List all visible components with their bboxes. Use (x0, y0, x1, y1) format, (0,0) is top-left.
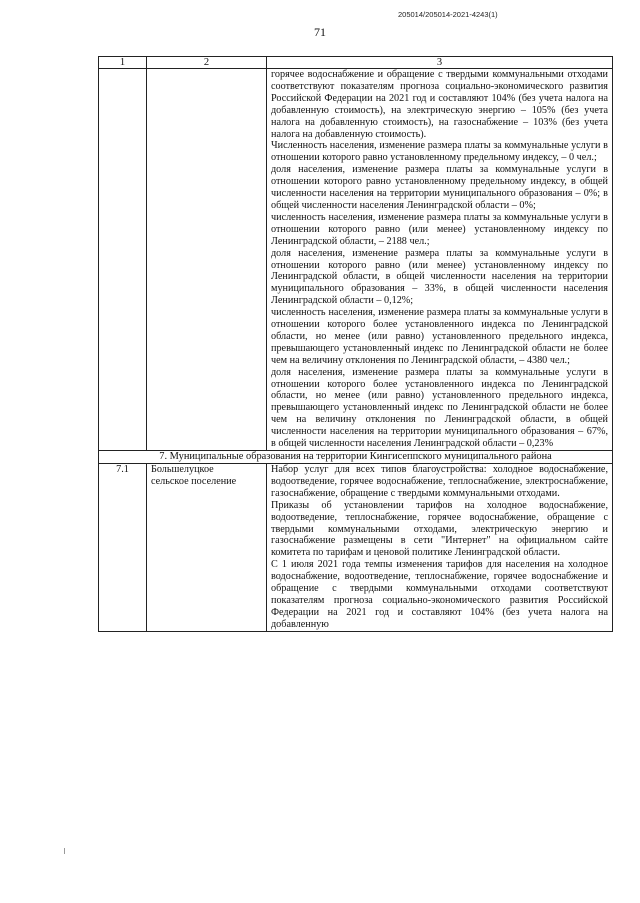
paragraph: численность населения, изменение размера платы за коммунальные услуги в отношении которого более установленного индекса по Ленинградской области, но менее (или равно) установленного предельного индекса, превышающего установленный индекс по Ленинградской области не более чем на величину отклонения по Ленинградской области, – 4380 чел.; (271, 307, 608, 366)
municipality-name-line: Большелуцкое (151, 464, 214, 475)
column-header: 3 (267, 57, 613, 69)
paragraph: доля населения, изменение размера платы за коммунальные услуги в отношении которого равно (или менее) установленному индексу по Ленинградской области, в общей численности населения на территории муниципального образования – 33%, в общей численности населения Ленинградской области – 0,12%; (271, 247, 608, 307)
paragraph: численность населения, изменение размера платы за коммунальные услуги в отношении которого равно (или менее) установленному индексу по Ленинградской области, – 2188 чел.; (271, 211, 608, 247)
paragraph: Численность населения, изменение размера платы за коммунальные услуги в отношении которого равно установленному предельному индексу, – 0 чел.; (271, 140, 608, 164)
paragraph: Приказы об установлении тарифов на холодное водоснабжение, водоотведение, теплоснабжение, горячее водоснабжение, обращение с твердыми коммунальными отходами, электрическую энергию и газоснабжение размещены в сети "Интернет" на официальном сайте комитета по тарифам и ценовой политике Ленинградской области. (271, 499, 608, 559)
row-number-cell: 7.1 (99, 464, 147, 632)
row-number-cell (99, 69, 147, 451)
column-header: 1 (99, 57, 147, 69)
row-name-cell (147, 69, 267, 451)
row-content-cell (267, 464, 613, 632)
table-header-row (99, 57, 613, 69)
paragraph: С 1 июля 2021 года темпы изменения тарифов для населения на холодное водоснабжение, водоотведение, теплоснабжение, горячее водоснабжение и обращение с твердыми коммунальными отходами соответствуют показателям прогноза социально-экономического развития Российской Федерации на 2021 год и составляют 104% (без учета налога на добавленную (271, 559, 608, 630)
section-title: 7. Муниципальные образования на территории Кингисеппского муниципального района (99, 451, 613, 464)
page-number: 71 (314, 25, 326, 39)
paragraph: доля населения, изменение размера платы за коммунальные услуги в отношении которого более установленного индекса по Ленинградской области, но менее (или равно) установленного предельного индекса, превышающего установленный индекс по Ленинградской области не более чем на величину отклонения по Ленинградской области, в общей численности населения на территории муниципального образования – 67%, в общей численности населения Ленинградской области – 0,23% (271, 366, 608, 450)
table-row (99, 464, 613, 632)
paragraph: доля населения, изменение размера платы за коммунальные услуги в отношении которого равно установленному предельному индексу, в общей численности населения на территории муниципального образования – 0%; в общей численности населения Ленинградской области – 0%; (271, 164, 608, 211)
document-table (98, 56, 613, 632)
document-id: 205014/205014-2021-4243(1) (398, 10, 498, 19)
paragraph: горячее водоснабжение и обращение с твердыми коммунальными отходами соответствуют показателям прогноза социально-экономического развития Российской Федерации на 2021 год и составляют 104% (без учета налога на добавленную стоимость), на электрическую энергию – 105% (без учета налога на добавленную стоимость), на газоснабжение – 103% (без учета налога на добавленную стоимость). (271, 69, 608, 140)
margin-mark (64, 848, 65, 854)
row-name-cell (147, 464, 267, 632)
municipality-name-line: сельское поселение (151, 475, 237, 487)
column-header: 2 (147, 57, 267, 69)
row-content-cell (267, 69, 613, 451)
paragraph: Набор услуг для всех типов благоустройства: холодное водоснабжение, водоотведение, горячее водоснабжение, теплоснабжение, электроснабжение, газоснабжение, обращение с твердыми коммунальными отходами. (271, 464, 608, 499)
table-row-continued (99, 69, 613, 451)
section-row (99, 451, 613, 464)
